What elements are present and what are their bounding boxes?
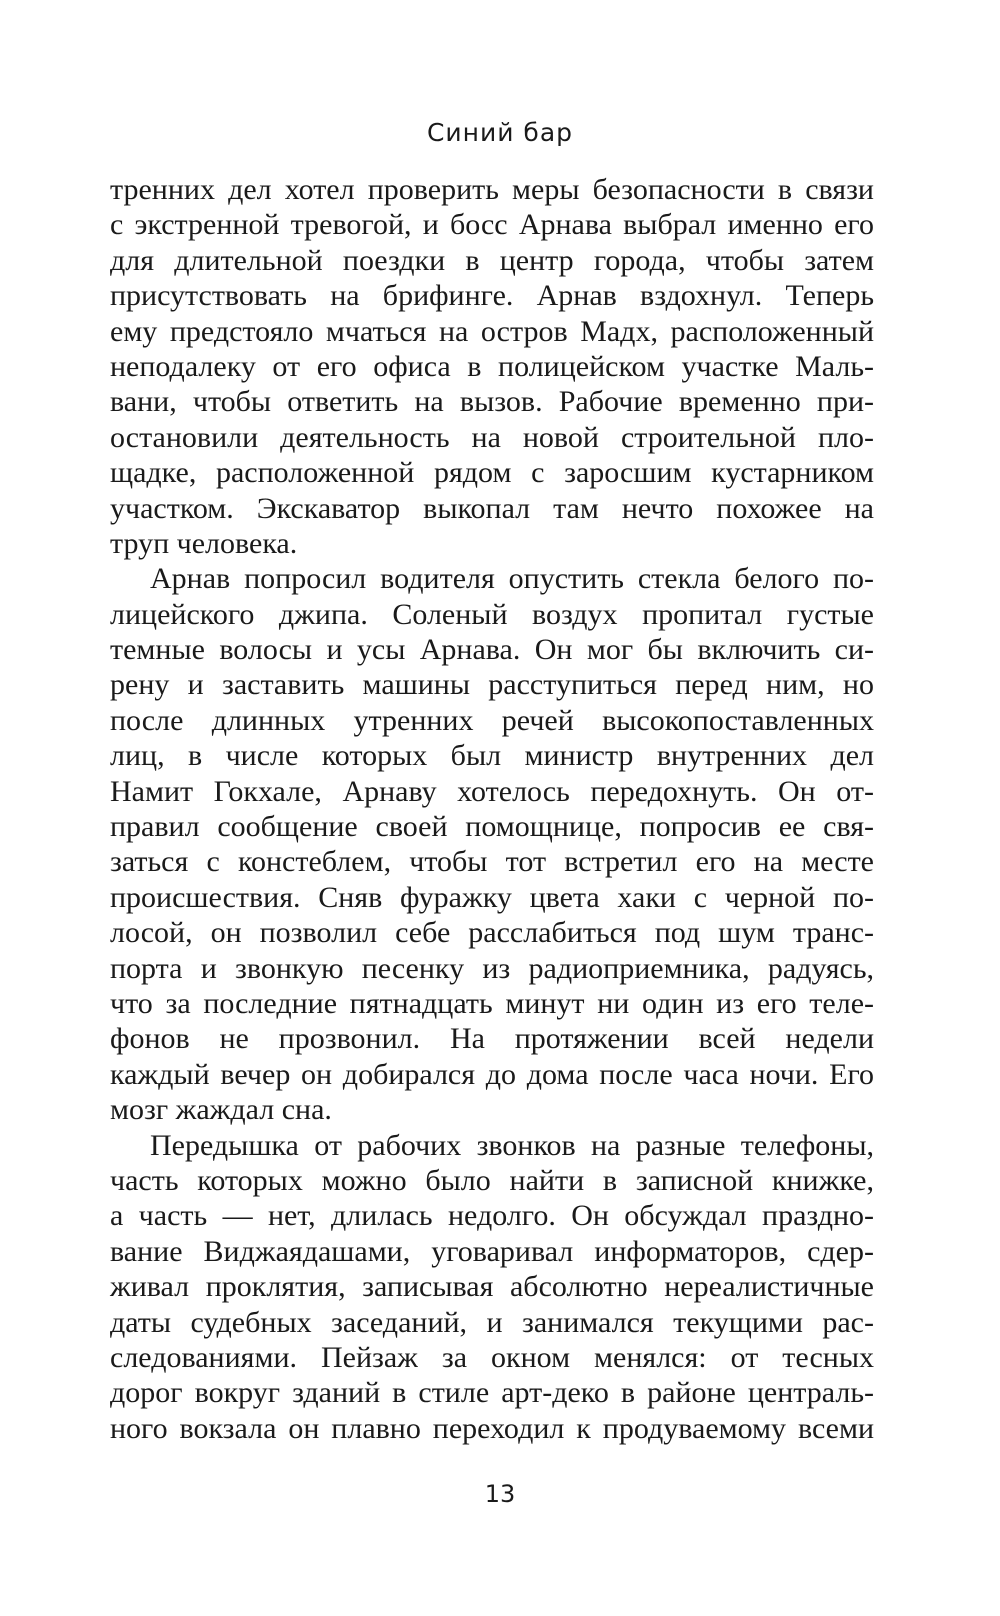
text-line: каждый вечер он добирался до дома после часа ночи. Его [110, 1057, 874, 1091]
paragraph [110, 1128, 874, 1447]
text-line: участком. Экскаватор выкопал там нечто похожее на [110, 491, 874, 525]
text-line: лосой, он позволил себе расслабиться под шум транс- [110, 916, 874, 950]
text-line: после длинных утренних речей высокопоставленных [110, 703, 874, 737]
text-line: Арнав попросил водителя опустить стекла белого по- [150, 562, 874, 596]
text-line: ного вокзала он плавно переходил к продуваемому всеми [110, 1411, 874, 1445]
text-line: что за последние пятнадцать минут ни один из его теле- [110, 986, 874, 1020]
text-line: ему предстояло мчаться на остров Мадх, расположенный [110, 314, 874, 348]
text-line: рену и заставить машины расступиться перед ним, но [110, 668, 874, 702]
text-line: правил сообщение своей помощнице, попросив ее свя- [110, 810, 874, 844]
text-line: Намит Гокхале, Арнаву хотелось передохнуть. Он от- [110, 774, 874, 808]
text-line: происшествия. Сняв фуражку цвета хаки с черной по- [110, 880, 874, 914]
paragraph [110, 172, 874, 561]
text-line: мозг жаждал сна. [110, 1093, 332, 1127]
text-line: часть которых можно было найти в записной книжке, [110, 1163, 874, 1197]
page-number: 13 [484, 1480, 516, 1508]
text-line: для длительной поездки в центр города, чтобы затем [110, 243, 874, 277]
text-line: труп человека. [110, 526, 298, 560]
text-line: вани, чтобы ответить на вызов. Рабочие временно при- [110, 385, 874, 419]
text-line: щадке, расположенной рядом с заросшим кустарником [110, 456, 874, 490]
text-line: дорог вокруг зданий в стиле арт-деко в районе централь- [110, 1376, 874, 1410]
text-line: следованиями. Пейзаж за окном менялся: от тесных [110, 1340, 874, 1374]
text-line: вание Виджаядашами, уговаривал информаторов, сдер- [110, 1234, 874, 1268]
running-title: Синий бар [426, 118, 574, 147]
text-line: присутствовать на брифинге. Арнав вздохнул. Теперь [110, 279, 874, 313]
text-line: неподалеку от его офиса в полицейском участке Маль- [110, 349, 874, 383]
text-line: темные волосы и усы Арнава. Он мог бы включить си- [110, 633, 874, 667]
text-line: лиц, в числе которых был министр внутренних дел [110, 739, 874, 773]
text-line: порта и звонкую песенку из радиоприемника, радуясь, [110, 951, 874, 985]
text-line: даты судебных заседаний, и занимался текущими рас- [110, 1305, 874, 1339]
text-line: лицейского джипа. Соленый воздух пропитал густые [110, 597, 874, 631]
body-text [110, 172, 874, 1446]
paragraph [110, 561, 874, 1127]
text-line: тренних дел хотел проверить меры безопасности в связи [110, 173, 874, 206]
text-line: остановили деятельность на новой строительной пло- [110, 420, 874, 454]
text-line: а часть — нет, длилась недолго. Он обсуждал праздно- [110, 1199, 874, 1233]
text-line: живал проклятия, записывая абсолютно нереалистичные [110, 1270, 874, 1304]
text-line: с экстренной тревогой, и босс Арнава выбрал именно его [110, 208, 874, 242]
text-line: фонов не прозвонил. На протяжении всей недели [110, 1022, 874, 1056]
text-line: Передышка от рабочих звонков на разные телефоны, [150, 1128, 874, 1162]
text-line: заться с констеблем, чтобы тот встретил его на месте [110, 845, 874, 879]
